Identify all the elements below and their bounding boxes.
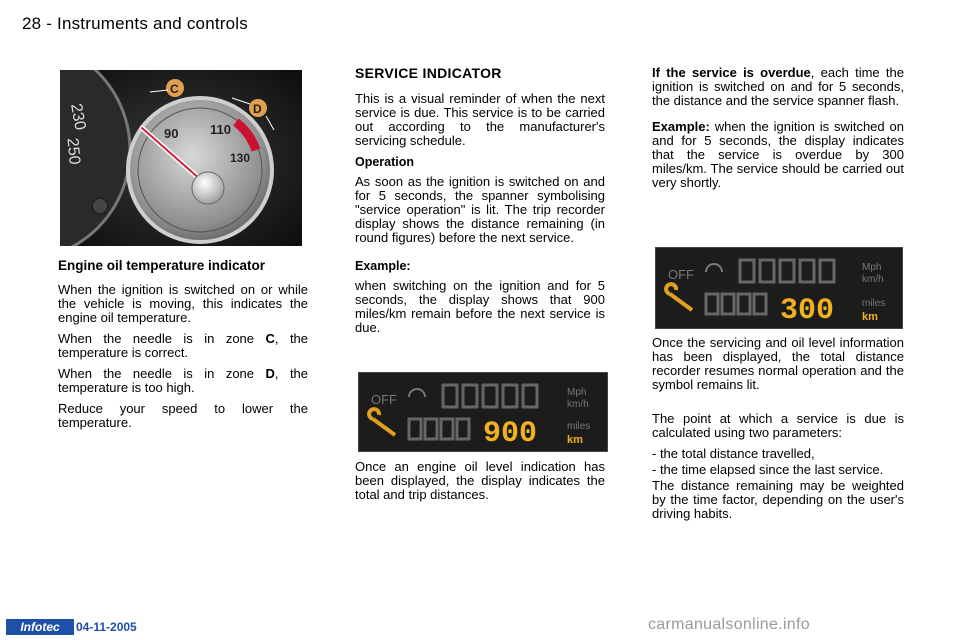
service-overdue-section bbox=[652, 66, 904, 197]
service-intro: This is a visual reminder of when the next service is due. This service is to be carried out according to the manufacturer's servicing schedule. bbox=[355, 91, 605, 148]
section-title: Instruments and controls bbox=[57, 14, 248, 33]
parameter-list bbox=[652, 447, 904, 477]
after-display-text: Once an engine oil level indication has been displayed, the display indicates the total and trip distances. bbox=[355, 459, 605, 502]
speedo-label-230: 230 bbox=[67, 102, 89, 132]
overdue-distance-value: 300 bbox=[780, 294, 835, 328]
unit-km: km bbox=[862, 311, 878, 323]
overdue-example-lead: Example: bbox=[652, 119, 710, 134]
after-display-text-block bbox=[355, 460, 605, 509]
segment-digits-bottom bbox=[706, 294, 766, 314]
service-indicator-heading: SERVICE INDICATOR bbox=[355, 65, 502, 81]
display-off-label: OFF bbox=[668, 267, 694, 282]
gauge-icon bbox=[409, 389, 425, 397]
page-number: 28 bbox=[22, 14, 42, 33]
page-header bbox=[22, 14, 248, 34]
service-calculation-section bbox=[652, 336, 904, 528]
service-indicator-section bbox=[355, 66, 605, 342]
zone-c-ref: C bbox=[265, 331, 275, 346]
engine-oil-p3: When the needle is in zone D, the temperature is too high. bbox=[58, 366, 309, 395]
infotec-logo: Infotec bbox=[6, 619, 74, 635]
spanner-icon bbox=[369, 409, 395, 435]
unit-mph: Mph bbox=[567, 387, 587, 398]
header-separator: - bbox=[41, 14, 58, 33]
scale-label-90: 90 bbox=[164, 126, 179, 141]
service-display-900 bbox=[358, 372, 608, 452]
display-off-label: OFF bbox=[371, 392, 397, 407]
speedo-label-250: 250 bbox=[63, 137, 83, 166]
engine-oil-heading: Engine oil temperature indicator bbox=[58, 258, 266, 273]
list-item: - the time elapsed since the last service. bbox=[652, 462, 884, 477]
remaining-text: The distance remaining may be weighted by the time factor, depending on the user's driving habits. bbox=[652, 478, 904, 521]
oil-temperature-gauge-photo bbox=[60, 70, 302, 246]
point-text: The point at which a service is due is calculated using two parameters: bbox=[652, 411, 904, 440]
gauge-icon bbox=[706, 264, 722, 272]
zone-c-marker: C bbox=[170, 82, 179, 96]
zone-d-marker: D bbox=[253, 102, 262, 116]
service-distance-value: 900 bbox=[483, 417, 538, 451]
overdue-text: If the service is overdue, each time the ignition is switched on and for 5 seconds, the distance and the service spanner flash. bbox=[652, 65, 904, 108]
unit-kmh: km/h bbox=[567, 399, 589, 410]
unit-km: km bbox=[567, 434, 583, 446]
unit-mph: Mph bbox=[862, 262, 882, 273]
spanner-icon bbox=[666, 284, 692, 310]
zone-d-ref: D bbox=[265, 366, 275, 381]
segment-digits-top bbox=[443, 385, 537, 407]
engine-oil-p2: When the needle is in zone C, the temperature is correct. bbox=[58, 331, 309, 360]
unit-kmh: km/h bbox=[862, 274, 884, 285]
footer-date: 04-11-2005 bbox=[76, 620, 137, 634]
example-text: when switching on the ignition and for 5 seconds, the display shows that 900 miles/km remain before the next service is due. bbox=[355, 278, 605, 335]
list-item: - the total distance travelled, bbox=[652, 446, 815, 461]
overdue-lead: If the service is overdue bbox=[652, 65, 811, 80]
operation-heading: Operation bbox=[355, 155, 415, 169]
service-display-300 bbox=[655, 247, 903, 329]
once-text: Once the servicing and oil level information has been displayed, the total distance recorder resumes normal operation and the symbol remains lit. bbox=[652, 335, 904, 392]
scale-label-130: 130 bbox=[230, 151, 251, 165]
engine-oil-p4: Reduce your speed to lower the temperature. bbox=[58, 401, 308, 430]
scale-label-110: 110 bbox=[210, 122, 231, 137]
engine-oil-p1: When the ignition is switched on or while the vehicle is moving, this indicates the engine oil temperature. bbox=[58, 282, 308, 325]
engine-oil-section bbox=[58, 258, 308, 437]
watermark: carmanualsonline.info bbox=[648, 616, 810, 633]
segment-digits-top bbox=[740, 260, 834, 282]
unit-miles: miles bbox=[862, 298, 886, 309]
overdue-example-text: Example: when the ignition is switched on and for 5 seconds, the display indicates that the service is overdue by 300 miles/km. The service should be carried out very shortly. bbox=[652, 119, 904, 190]
gauge-illustration bbox=[60, 70, 302, 246]
example-heading: Example: bbox=[355, 259, 411, 273]
segment-digits-bottom bbox=[409, 419, 469, 439]
operation-text: As soon as the ignition is switched on and for 5 seconds, the spanner symbolising "service operation" is lit. The trip recorder display shows the distance remaining (in round figures) before the next service. bbox=[355, 174, 605, 245]
unit-miles: miles bbox=[567, 421, 591, 432]
